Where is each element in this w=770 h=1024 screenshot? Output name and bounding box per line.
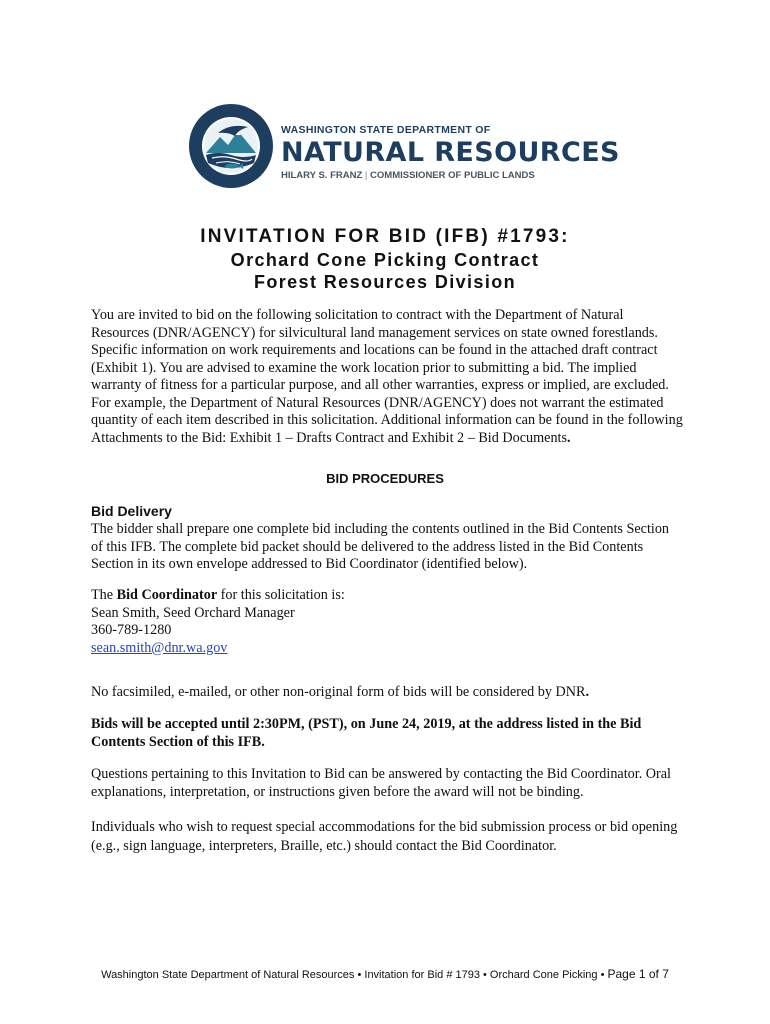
coordinator-prefix: The	[91, 587, 117, 603]
footer-text: Washington State Department of Natural Resources • Invitation for Bid # 1793 • Orchard Cone Picking •	[101, 969, 608, 981]
accommodations-paragraph: Individuals who wish to request special accommodations for the bid submission process or bid opening (e.g., sign language, interpreters, Braille, etc.) should contact the Bid Coordinator.	[91, 819, 678, 854]
coordinator-label: Bid Coordinator	[116, 587, 218, 603]
document-title-block	[0, 225, 770, 293]
agency-name: NATURAL RESOURCES	[281, 137, 620, 168]
coordinator-intro-line	[91, 587, 683, 605]
no-fax-notice	[91, 684, 683, 702]
coordinator-suffix: for this solicitation is:	[217, 587, 345, 603]
agency-commissioner	[281, 170, 620, 181]
bid-delivery-heading: Bid Delivery	[91, 503, 172, 519]
coordinator-email-link[interactable]: sean.smith@dnr.wa.gov	[91, 639, 228, 656]
commissioner-role: COMMISSIONER OF PUBLIC LANDS	[370, 170, 535, 181]
dnr-seal-logo	[188, 103, 274, 189]
agency-top-line: WASHINGTON STATE DEPARTMENT OF	[281, 124, 491, 136]
no-fax-text: No facsimiled, e-mailed, or other non-original form of bids will be considered by DNR	[91, 684, 586, 700]
bid-procedures-heading: BID PROCEDURES	[326, 471, 444, 486]
page-number: Page 1 of 7	[607, 967, 669, 981]
bid-delivery-paragraph: The bidder shall prepare one complete bid including the contents outlined in the Bid Contents Section of this IFB. The complete bid packet should be delivered to the address listed in the Bid Contents Section in its own envelope addressed to Bid Coordinator (identified below).	[91, 521, 670, 572]
questions-paragraph: Questions pertaining to this Invitation to Bid can be answered by contacting the Bid Coordinator. Oral explanations, interpretation, or instructions given before the award will not be binding.	[91, 766, 671, 800]
bid-deadline-notice: Bids will be accepted until 2:30PM, (PST), on June 24, 2019, at the address listed in the Bid Contents Section of this IFB.	[91, 716, 642, 750]
intro-text: You are invited to bid on the following solicitation to contract with the Department of Natural Resources (DNR/AGENCY) for silvicultural land management services on state owned forestlands. Specific information on work requirements and locations can be found in the attached draft contract (Exhibit 1). You are advised to examine the work location prior to submitting a bid. The implied warranty of fitness for a particular purpose, and all other warranties, express or implied, are excluded. For example, the Department of Natural Resources (DNR/AGENCY) does not warrant the estimated quantity of each item described in this solicitation. Additional information can be found in the following Attachments to the Bid: Exhibit 1 – Drafts Contract and Exhibit 2 – Bid Documents	[91, 307, 683, 446]
commissioner-separator: |	[364, 170, 368, 181]
coordinator-name: Sean Smith, Seed Orchard Manager	[91, 604, 295, 621]
ifb-title: INVITATION FOR BID (IFB) #1793:	[200, 226, 570, 247]
contract-title: Orchard Cone Picking Contract	[230, 250, 540, 270]
division-title: Forest Resources Division	[253, 272, 517, 292]
intro-paragraph	[91, 307, 683, 447]
page-footer	[0, 967, 770, 981]
coordinator-phone: 360-789-1280	[91, 622, 172, 638]
no-fax-end: .	[585, 684, 590, 700]
commissioner-name: HILARY S. FRANZ	[281, 170, 363, 181]
intro-end: .	[567, 429, 571, 446]
agency-wordmark	[281, 124, 620, 181]
bid-coordinator-block	[91, 587, 683, 657]
